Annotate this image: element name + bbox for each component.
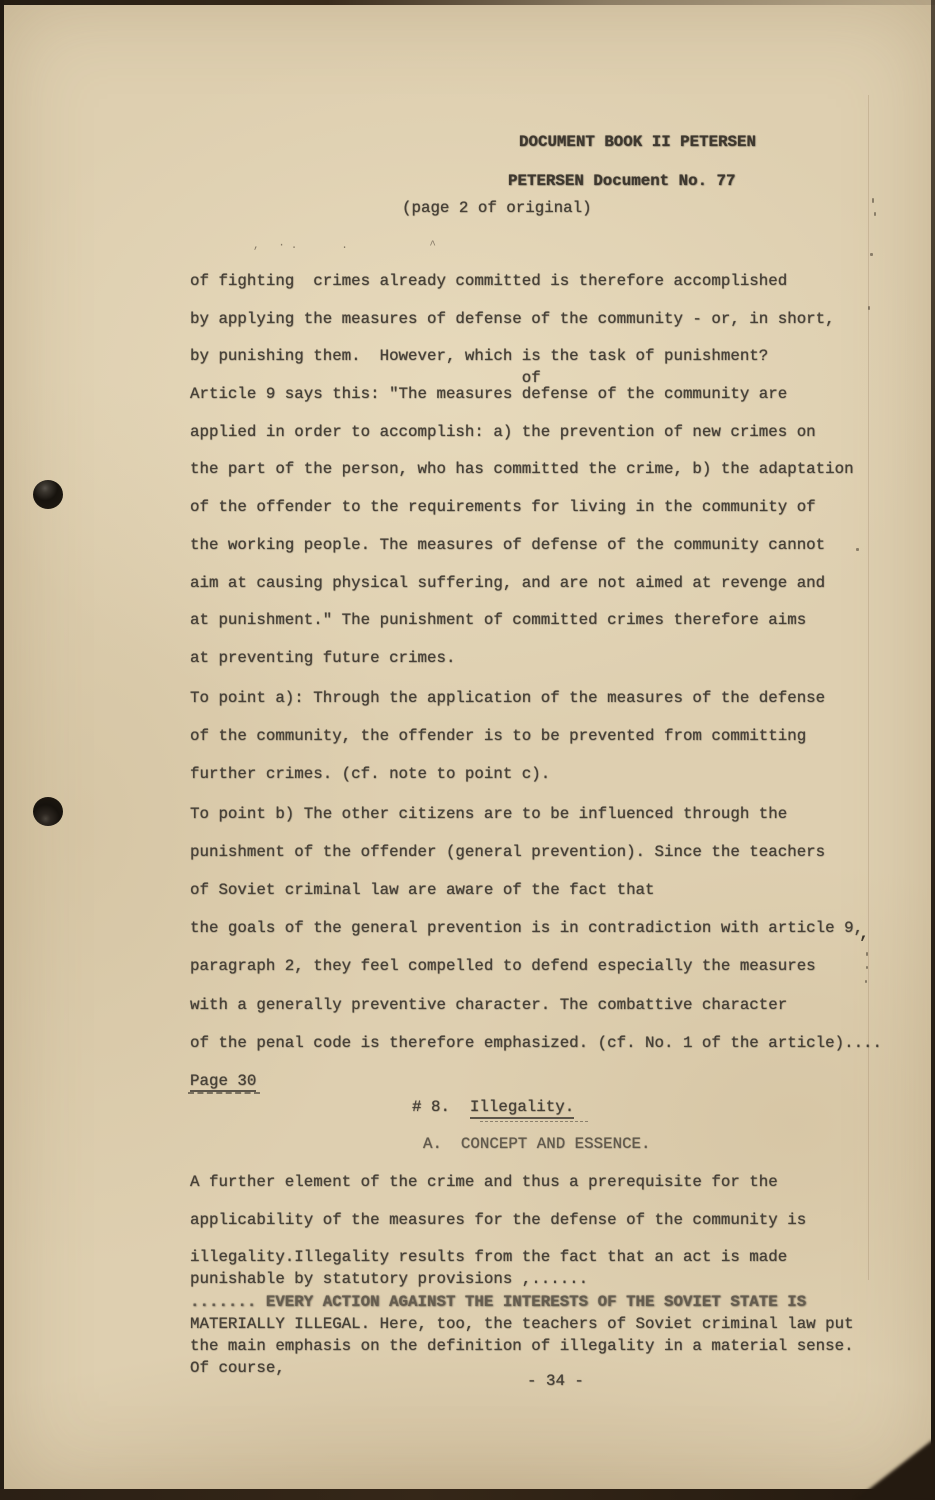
text-line: of the penal code is therefore emphasized. (cf. No. 1 of the article).... xyxy=(190,1034,883,1052)
text-line: Of course, xyxy=(190,1359,285,1377)
page-reference xyxy=(190,1072,256,1091)
text-segment: Article 9 says this: "The measures xyxy=(190,385,522,403)
page-edge-right xyxy=(931,0,935,1500)
text-line: illegality.Illegality results from the fact that an act is made xyxy=(190,1248,788,1266)
text-line: aim at causing physical suffering, and are not aimed at revenge and xyxy=(190,574,826,592)
text-line: applicability of the measures for the defense of the community is xyxy=(190,1211,807,1229)
ink-mark: , xyxy=(859,925,870,944)
text-line: of Soviet criminal law are aware of the fact that xyxy=(190,881,655,899)
page-number: - 34 - xyxy=(527,1372,584,1390)
text-line: further crimes. (cf. note to point c). xyxy=(190,765,551,783)
text-line: with a generally preventive character. The combattive character xyxy=(190,996,788,1014)
section-heading xyxy=(412,1098,574,1117)
paper-crease xyxy=(868,95,869,1280)
text-line: applied in order to accomplish: a) the prevention of new crimes on xyxy=(190,423,816,441)
inserted-word: of xyxy=(521,369,541,387)
text-line: of the community, the offender is to be prevented from committing xyxy=(190,727,807,745)
section-title: Illegality. xyxy=(470,1098,574,1119)
pencil-marks: , ·. . ^ xyxy=(253,240,443,252)
text-line: To point a): Through the application of the measures of the defense xyxy=(190,689,826,707)
text-line: of the offender to the requirements for living in the community of xyxy=(190,498,816,516)
page-of-original-note: (page 2 of original) xyxy=(402,199,592,217)
page-corner-shadow xyxy=(855,1438,935,1500)
text-line: the working people. The measures of defense of the community cannot xyxy=(190,536,826,554)
text-line: at preventing future crimes. xyxy=(190,649,456,667)
text-line: by punishing them. However, which is the task of punishment? xyxy=(190,347,769,365)
page-edge-bottom xyxy=(0,1489,935,1500)
text-line: A further element of the crime and thus a prerequisite for the xyxy=(190,1173,778,1191)
text-line-emphasized: ....... EVERY ACTION AGAINST THE INTERESTS OF THE SOVIET STATE IS xyxy=(190,1293,807,1311)
section-number: # 8. xyxy=(412,1098,450,1116)
text-line: the main emphasis on the definition of illegality in a material sense. xyxy=(190,1337,854,1355)
page-edge-top xyxy=(0,0,935,5)
text-line: the goals of the general prevention is in contradiction with article 9, xyxy=(190,919,864,937)
text-line: punishable by statutory provisions ,...... xyxy=(190,1270,589,1288)
text-line-with-insertion xyxy=(190,369,788,404)
document-title: DOCUMENT BOOK II PETERSEN xyxy=(519,133,756,151)
text-line: by applying the measures of defense of the community - or, in short, xyxy=(190,310,835,328)
page-reference-label: Page 30 xyxy=(190,1072,257,1090)
document-subtitle: PETERSEN Document No. 77 xyxy=(508,172,736,190)
text-line: To point b) The other citizens are to be influenced through the xyxy=(190,805,788,823)
punch-hole xyxy=(33,480,63,509)
text-line: punishment of the offender (general prevention). Since the teachers xyxy=(190,843,826,861)
text-line: the part of the person, who has committed the crime, b) the adaptation xyxy=(190,460,854,478)
text-line: at punishment." The punishment of committed crimes therefore aims xyxy=(190,611,807,629)
insertion-point xyxy=(521,369,788,403)
text-line: MATERIALLY ILLEGAL. Here, too, the teachers of Soviet criminal law put xyxy=(190,1315,854,1333)
subsection-heading: A. CONCEPT AND ESSENCE. xyxy=(423,1135,651,1153)
page-edge-left xyxy=(0,0,4,1500)
punch-hole xyxy=(33,797,63,826)
text-line: of fighting crimes already committed is therefore accomplished xyxy=(190,272,788,290)
text-segment: defense of the community are xyxy=(521,385,788,403)
text-line: paragraph 2, they feel compelled to defend especially the measures xyxy=(190,957,816,975)
